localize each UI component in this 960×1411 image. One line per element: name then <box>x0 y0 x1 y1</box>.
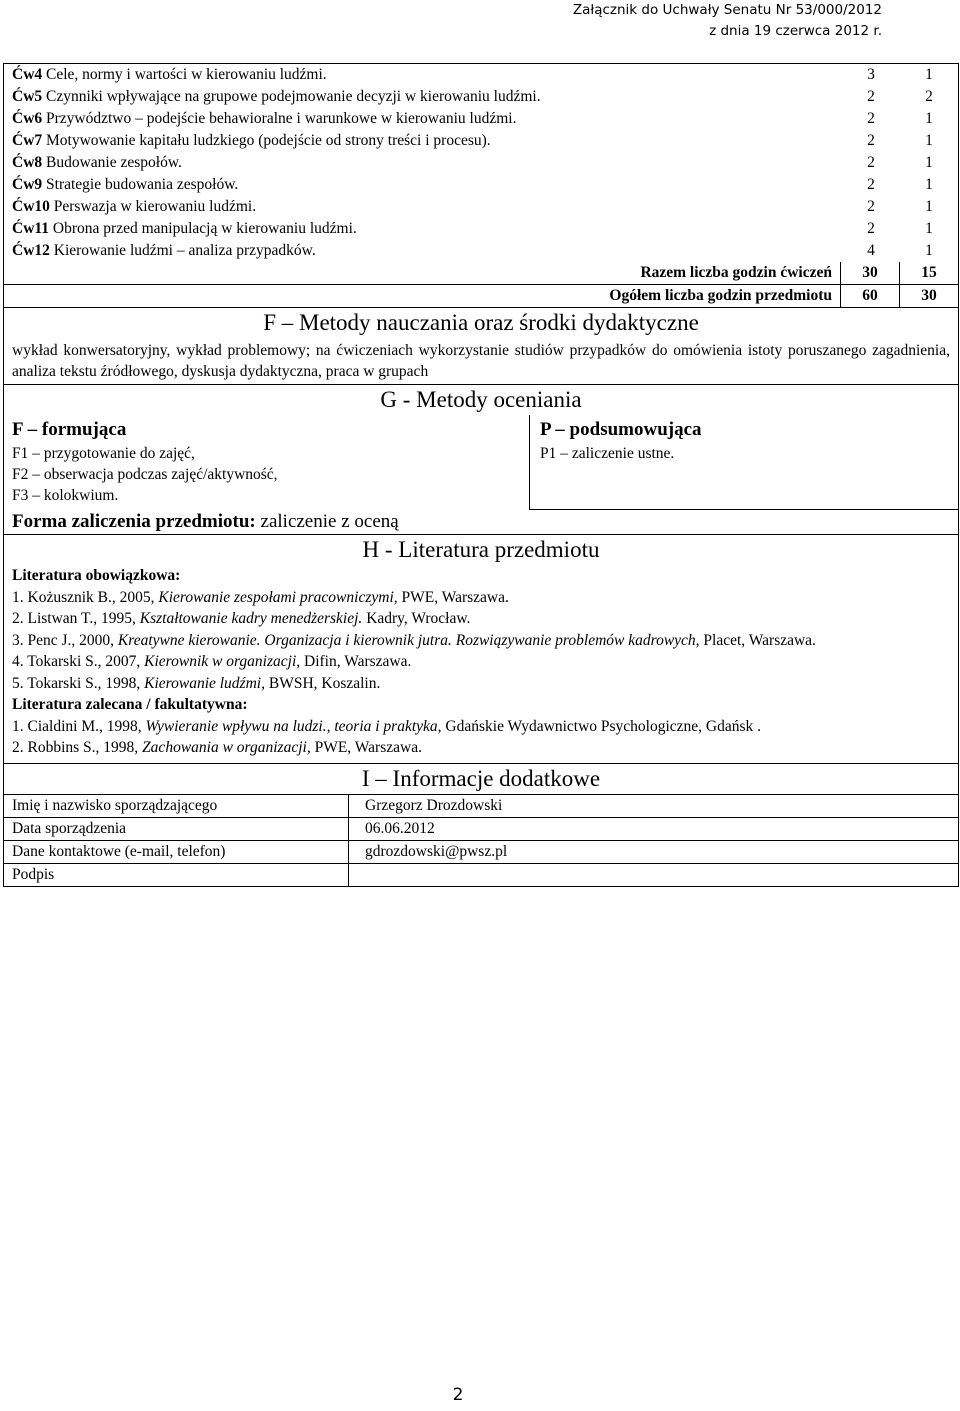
literature-publisher: Difin, Warszawa. <box>304 653 412 670</box>
literature-number: 2. <box>12 610 24 627</box>
info-key: Imię i nazwisko sporządzającego <box>4 795 349 817</box>
literature-number: 5. <box>12 674 24 692</box>
exercise-row <box>4 152 958 174</box>
info-value: gdrozdowski@pwsz.pl <box>365 842 508 860</box>
info-row <box>4 817 958 840</box>
section-f <box>4 307 958 384</box>
literature-number: 3. <box>12 631 24 649</box>
exercise-title: Budowanie zespołów. <box>46 154 182 171</box>
literature-author: Cialdini M., 1998, <box>27 717 142 735</box>
literature-item <box>12 673 950 695</box>
page-number: 2 <box>452 1385 464 1405</box>
exercise-row <box>4 174 958 196</box>
exercise-hours: 2 <box>867 198 875 215</box>
exercise-code: Ćw7 <box>12 132 43 149</box>
exercise-label <box>4 108 842 130</box>
literature-number: 2. <box>12 739 24 756</box>
info-key: Podpis <box>4 864 349 886</box>
section-h-title: H - Literatura przedmiotu <box>362 537 600 562</box>
section-i <box>4 763 958 886</box>
formative-assessment <box>4 415 529 510</box>
formative-title: F – formująca <box>12 419 127 440</box>
exercise-total-hours-2: 15 <box>899 262 958 284</box>
exercise-title: Strategie budowania zespołów. <box>46 176 239 193</box>
info-value <box>349 864 958 886</box>
exercise-hours-2: 1 <box>925 110 933 127</box>
formative-item: F3 – kolokwium. <box>12 487 119 504</box>
exercise-total-row <box>4 262 958 284</box>
exercise-title: Obrona przed manipulacją w kierowaniu ludźmi. <box>52 220 357 237</box>
exercise-hours-2: 1 <box>925 176 933 193</box>
exercise-code: Ćw5 <box>12 88 43 105</box>
literature-item <box>12 630 950 652</box>
exercise-hours: 4 <box>867 242 875 259</box>
exercise-row <box>4 64 958 86</box>
literature-publisher: Placet, Warszawa. <box>703 631 816 649</box>
exercise-title: Cele, normy i wartości w kierowaniu ludźmi. <box>46 66 327 83</box>
exercise-label <box>4 240 842 262</box>
literature-title: Wywieranie wpływu na ludzi., teoria i praktyka, <box>145 717 442 735</box>
exercise-row <box>4 240 958 262</box>
literature-item <box>12 608 950 630</box>
exercise-title: Motywowanie kapitału ludzkiego (podejście od strony treści i procesu). <box>46 132 491 149</box>
literature-author: Robbins S., 1998, <box>27 739 139 756</box>
exercise-title: Perswazja w kierowaniu ludźmi. <box>53 198 257 215</box>
form-of-credit-value: zaliczenie z oceną <box>260 511 399 532</box>
literature-item <box>12 651 950 673</box>
section-g-title: G - Metody oceniania <box>380 387 582 412</box>
section-f-title: F – Metody nauczania oraz środki dydaktyczne <box>263 310 699 335</box>
exercise-title: Kierowanie ludźmi – analiza przypadków. <box>53 242 316 259</box>
exercise-hours-2: 1 <box>925 198 933 215</box>
literature-title: Kierownik w organizacji, <box>144 653 301 670</box>
section-f-text: wykład konwersatoryjny, wykład problemowy; na ćwiczeniach wykorzystanie studiów przypadków do omówienia istoty poruszanego zagadnienia, analiza tekstu źródłowego, dyskusja dydaktyczna, praca w grupach <box>12 342 950 380</box>
document-header <box>573 0 882 42</box>
header-resolution: Załącznik do Uchwały Senatu Nr 53/000/2012 <box>572 2 882 18</box>
exercise-total-hours: 30 <box>840 262 899 284</box>
exercise-label <box>4 64 842 86</box>
exercise-hours-2: 1 <box>925 154 933 171</box>
formative-item: F1 – przygotowanie do zajęć, <box>12 445 195 462</box>
exercise-label <box>4 86 842 108</box>
info-row <box>4 863 958 886</box>
recommended-literature-list <box>12 716 950 759</box>
assessment-methods <box>4 415 958 510</box>
literature <box>4 565 958 763</box>
exercise-code: Ćw12 <box>12 242 50 259</box>
exercise-hours: 2 <box>867 132 875 149</box>
exercise-code: Ćw8 <box>12 154 43 171</box>
summative-item: P1 – zaliczenie ustne. <box>540 445 675 462</box>
overall-total-row <box>4 284 958 307</box>
exercise-label <box>4 218 842 240</box>
literature-author: Penc J., 2000, <box>27 631 115 649</box>
literature-number: 4. <box>12 653 24 670</box>
section-h <box>4 534 958 763</box>
form-of-credit-label: Forma zaliczenia przedmiotu: <box>12 511 256 532</box>
recommended-literature-label: Literatura zalecana / fakultatywna: <box>12 696 248 713</box>
exercise-code: Ćw9 <box>12 176 43 193</box>
exercise-row <box>4 218 958 240</box>
exercise-code: Ćw6 <box>12 110 43 127</box>
literature-title: Kreatywne kierowanie. Organizacja i kierownik jutra. Rozwiązywanie problemów kadrowych, <box>117 631 700 649</box>
literature-number: 1. <box>12 588 24 606</box>
exercise-hours: 2 <box>867 88 875 105</box>
overall-total-hours-2: 30 <box>899 285 958 307</box>
info-key: Data sporządzenia <box>4 818 349 840</box>
required-literature-label: Literatura obowiązkowa: <box>12 567 181 584</box>
literature-item <box>12 716 950 738</box>
exercise-hours-2: 2 <box>925 88 933 105</box>
literature-publisher: PWE, Warszawa. <box>401 588 509 606</box>
exercise-label <box>4 130 842 152</box>
exercise-hours: 2 <box>867 154 875 171</box>
literature-number: 1. <box>12 717 24 735</box>
additional-info-list <box>4 794 958 886</box>
overall-total-hours: 60 <box>840 285 899 307</box>
exercise-row <box>4 86 958 108</box>
exercise-code: Ćw4 <box>12 66 43 83</box>
info-row <box>4 794 958 817</box>
section-g <box>4 384 958 534</box>
section-i-title: I – Informacje dodatkowe <box>361 765 601 791</box>
literature-publisher: Kadry, Wrocław. <box>366 610 471 627</box>
info-value: 06.06.2012 <box>365 819 435 837</box>
exercise-title: Czynniki wpływające na grupowe podejmowanie decyzji w kierowaniu ludźmi. <box>46 88 541 105</box>
literature-title: Kształtowanie kadry menedżerskiej. <box>139 610 363 627</box>
exercise-total-label: Razem liczba godzin ćwiczeń <box>640 264 832 281</box>
syllabus-table <box>3 63 959 887</box>
info-key: Dane kontaktowe (e-mail, telefon) <box>4 841 349 863</box>
exercise-title: Przywództwo – podejście behawioralne i warunkowe w kierowaniu ludźmi. <box>46 110 517 127</box>
form-of-credit <box>4 510 958 534</box>
literature-item <box>12 587 950 609</box>
exercise-code: Ćw10 <box>12 198 50 215</box>
exercise-code: Ćw11 <box>12 220 50 237</box>
exercise-label <box>4 174 842 196</box>
exercise-hours: 2 <box>867 176 875 193</box>
exercise-list <box>4 64 958 262</box>
exercise-hours: 3 <box>867 66 875 83</box>
exercise-hours: 2 <box>867 110 875 127</box>
literature-publisher: BWSH, Koszalin. <box>268 674 381 692</box>
literature-title: Zachowania w organizacji, <box>142 739 311 756</box>
literature-author: Listwan T., 1995, <box>27 610 136 627</box>
exercise-row <box>4 196 958 218</box>
exercise-hours: 2 <box>867 220 875 237</box>
literature-publisher: Gdańskie Wydawnictwo Psychologiczne, Gdańsk . <box>445 717 762 735</box>
required-literature-list <box>12 587 950 695</box>
literature-publisher: PWE, Warszawa. <box>314 739 422 756</box>
exercise-row <box>4 108 958 130</box>
exercise-hours-2: 1 <box>925 66 933 83</box>
literature-item <box>12 737 950 759</box>
exercise-row <box>4 130 958 152</box>
literature-title: Kierowanie ludźmi, <box>144 674 265 692</box>
formative-item: F2 – obserwacja podczas zajęć/aktywność, <box>12 466 278 483</box>
summative-title: P – podsumowująca <box>540 419 702 440</box>
exercise-hours-2: 1 <box>925 242 933 259</box>
summative-assessment <box>529 415 958 510</box>
info-value: Grzegorz Drozdowski <box>365 796 503 814</box>
exercise-hours-2: 1 <box>925 132 933 149</box>
literature-author: Tokarski S., 2007, <box>27 653 141 670</box>
exercise-label <box>4 196 842 218</box>
exercise-label <box>4 152 842 174</box>
literature-author: Tokarski S., 1998, <box>27 674 141 692</box>
literature-title: Kierowanie zespołami pracowniczymi, <box>158 588 398 606</box>
info-row <box>4 840 958 863</box>
overall-total-label: Ogółem liczba godzin przedmiotu <box>609 287 832 304</box>
exercise-hours-2: 1 <box>925 220 933 237</box>
header-date: z dnia 19 czerwca 2012 r. <box>709 23 882 39</box>
literature-author: Kożusznik B., 2005, <box>27 588 155 606</box>
